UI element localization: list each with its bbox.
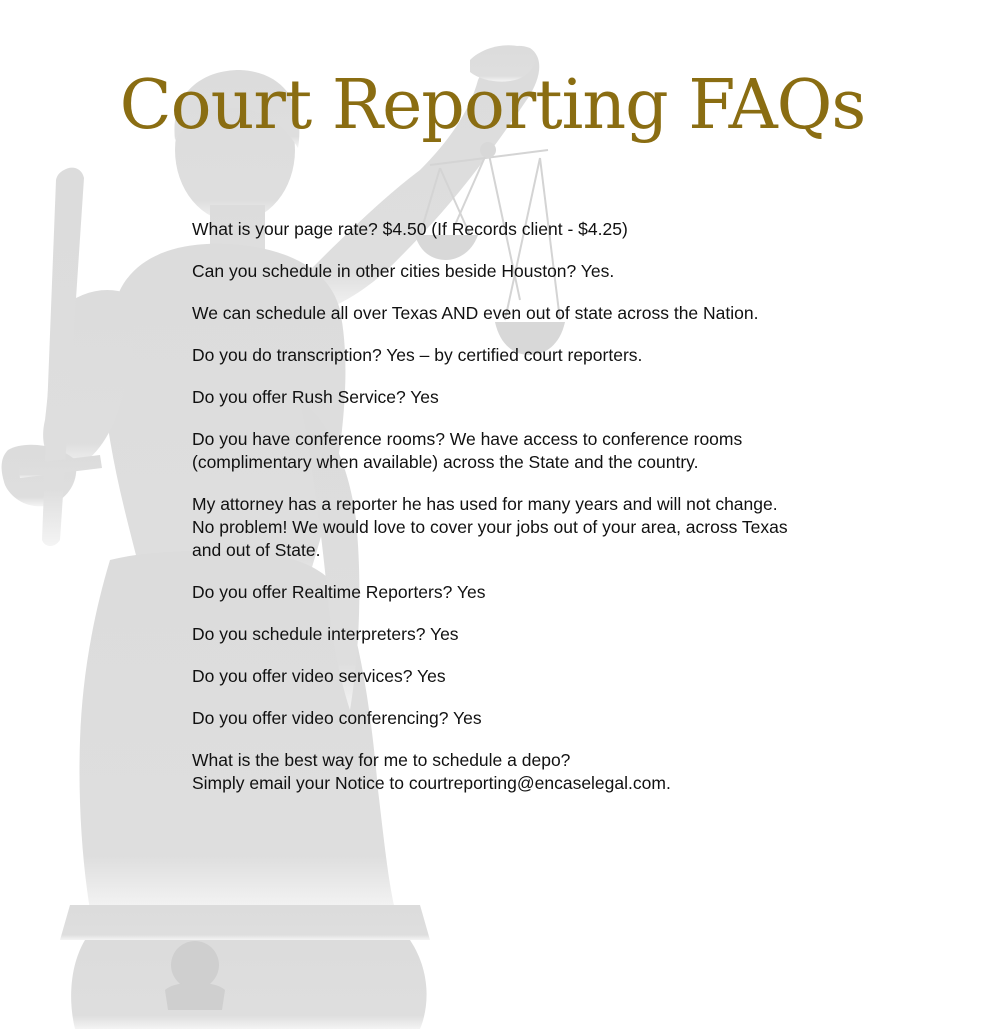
faq-question: What is the best way for me to schedule a depo? [192,750,571,770]
faq-item-rush-service: Do you offer Rush Service? Yes [192,387,439,407]
faq-item-attorney-reporter: My attorney has a reporter he has used for many years and will not change. No problem! We would love to cover your jobs out of your area, across Texas and out of State. [192,494,788,560]
faq-item-conference-rooms: Do you have conference rooms? We have access to conference rooms (complimentary when available) across the State and the country. [192,429,743,472]
page-title: Court Reporting FAQs [119,66,866,145]
faq-item-video-conferencing: Do you offer video conferencing? Yes [192,708,482,728]
faq-item-realtime: Do you offer Realtime Reporters? Yes [192,582,486,602]
faq-item-interpreters: Do you schedule interpreters? Yes [192,624,459,644]
faq-item-video-services: Do you offer video services? Yes [192,666,446,686]
faq-item-schedule-depo [192,749,802,795]
faq-item-schedule-texas: We can schedule all over Texas AND even out of state across the Nation. [192,303,759,323]
faq-item-page-rate: What is your page rate? $4.50 (If Records client - $4.25) [192,219,628,239]
faq-list [192,218,802,795]
faq-item-transcription: Do you do transcription? Yes – by certified court reporters. [192,345,643,365]
faq-item-other-cities: Can you schedule in other cities beside Houston? Yes. [192,261,615,281]
faq-answer: Simply email your Notice to courtreporting@encaselegal.com. [192,773,671,793]
